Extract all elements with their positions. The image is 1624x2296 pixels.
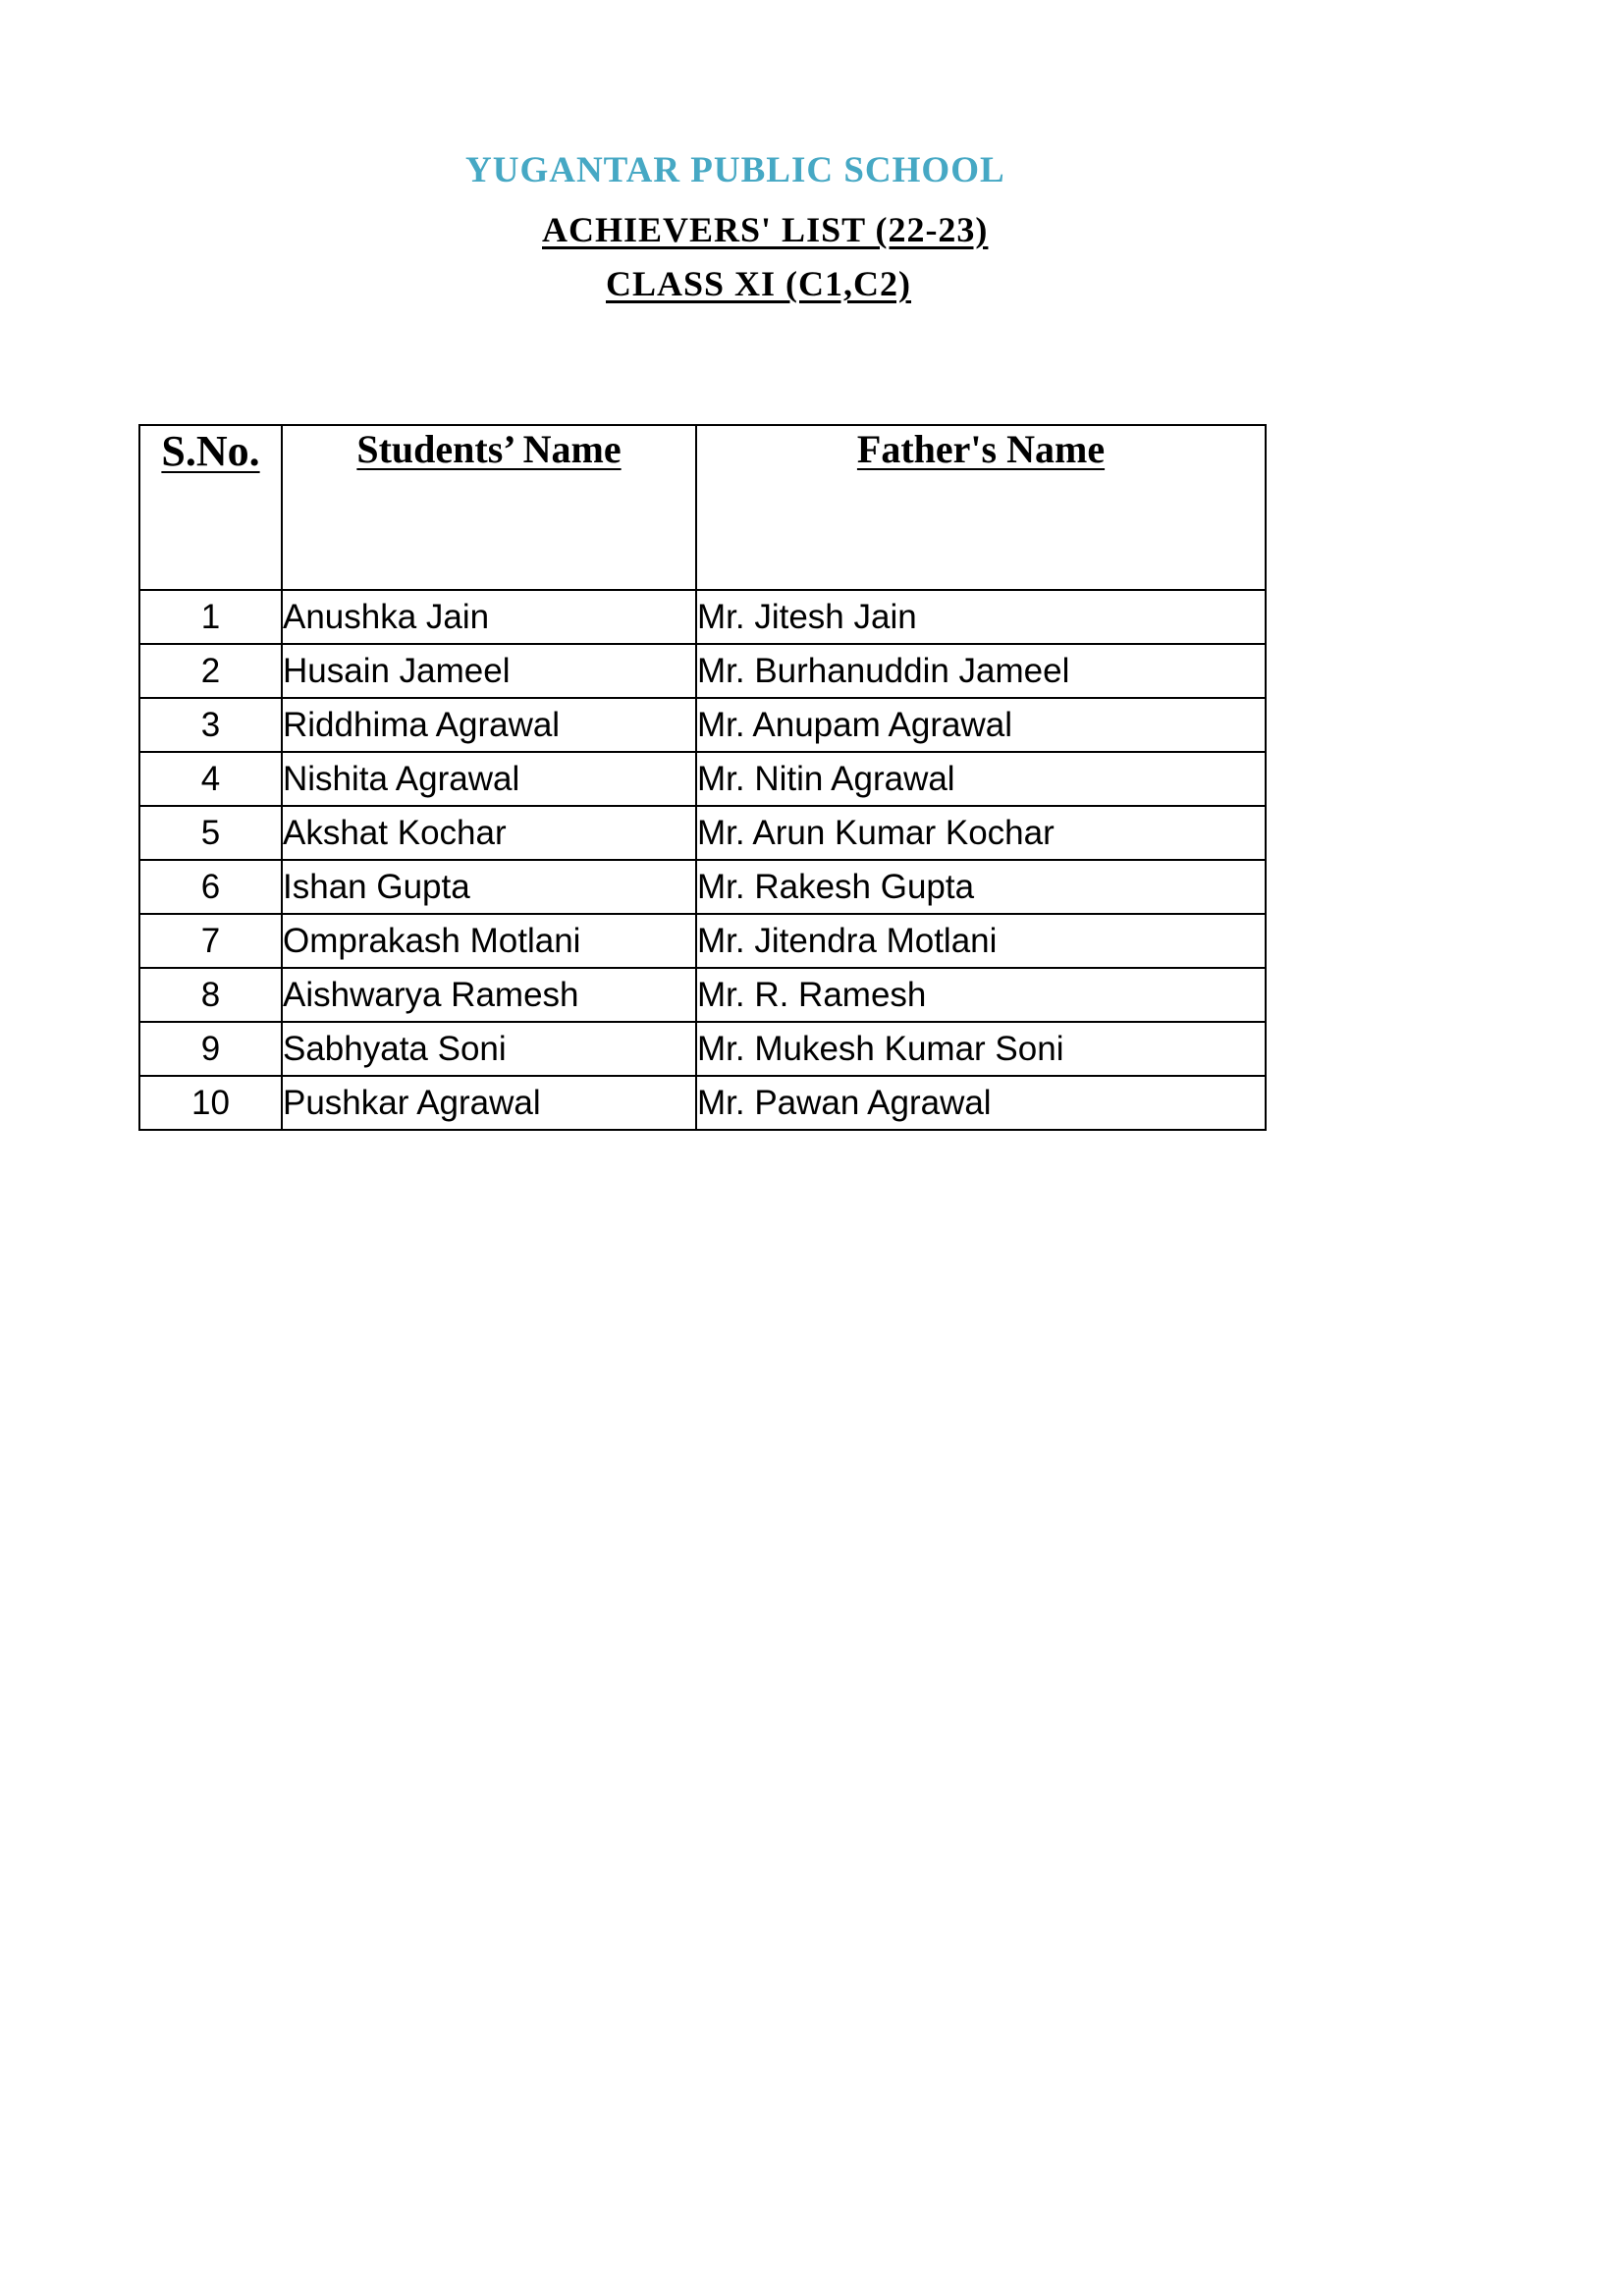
achievers-table — [138, 424, 1267, 1131]
table-row — [139, 914, 1266, 968]
cell-father-name: Mr. Jitendra Motlani — [696, 914, 1266, 968]
column-header-sno: S.No. — [139, 425, 282, 590]
cell-student-name: Omprakash Motlani — [282, 914, 696, 968]
cell-father-name: Mr. Mukesh Kumar Soni — [696, 1022, 1266, 1076]
cell-father-name: Mr. Nitin Agrawal — [696, 752, 1266, 806]
cell-father-name: Mr. Arun Kumar Kochar — [696, 806, 1266, 860]
cell-student-name: Nishita Agrawal — [282, 752, 696, 806]
table-row — [139, 752, 1266, 806]
table-row — [139, 644, 1266, 698]
cell-student-name: Pushkar Agrawal — [282, 1076, 696, 1130]
cell-sno: 8 — [139, 968, 282, 1022]
cell-student-name: Husain Jameel — [282, 644, 696, 698]
column-header-student-name: Students’ Name — [282, 425, 696, 590]
cell-student-name: Anushka Jain — [282, 590, 696, 644]
column-header-father-name: Father's Name — [696, 425, 1266, 590]
cell-sno: 2 — [139, 644, 282, 698]
cell-father-name: Mr. Anupam Agrawal — [696, 698, 1266, 752]
table-row — [139, 860, 1266, 914]
cell-father-name: Mr. Burhanuddin Jameel — [696, 644, 1266, 698]
table-row — [139, 1076, 1266, 1130]
cell-sno: 6 — [139, 860, 282, 914]
cell-student-name: Riddhima Agrawal — [282, 698, 696, 752]
cell-sno: 1 — [139, 590, 282, 644]
achievers-list-title: ACHIEVERS' LIST (22-23) — [542, 210, 989, 249]
table-row — [139, 590, 1266, 644]
cell-sno: 4 — [139, 752, 282, 806]
table-row — [139, 968, 1266, 1022]
cell-sno: 10 — [139, 1076, 282, 1130]
cell-father-name: Mr. Pawan Agrawal — [696, 1076, 1266, 1130]
cell-sno: 7 — [139, 914, 282, 968]
table-row — [139, 698, 1266, 752]
cell-father-name: Mr. Rakesh Gupta — [696, 860, 1266, 914]
cell-sno: 9 — [139, 1022, 282, 1076]
table-row — [139, 806, 1266, 860]
table-row — [139, 1022, 1266, 1076]
table-header-row — [139, 425, 1266, 590]
cell-father-name: Mr. R. Ramesh — [696, 968, 1266, 1022]
cell-father-name: Mr. Jitesh Jain — [696, 590, 1266, 644]
cell-student-name: Akshat Kochar — [282, 806, 696, 860]
cell-student-name: Aishwarya Ramesh — [282, 968, 696, 1022]
school-name: YUGANTAR PUBLIC SCHOOL — [465, 150, 1005, 190]
cell-sno: 5 — [139, 806, 282, 860]
class-title: CLASS XI (C1,C2) — [606, 264, 912, 303]
cell-sno: 3 — [139, 698, 282, 752]
cell-student-name: Ishan Gupta — [282, 860, 696, 914]
cell-student-name: Sabhyata Soni — [282, 1022, 696, 1076]
